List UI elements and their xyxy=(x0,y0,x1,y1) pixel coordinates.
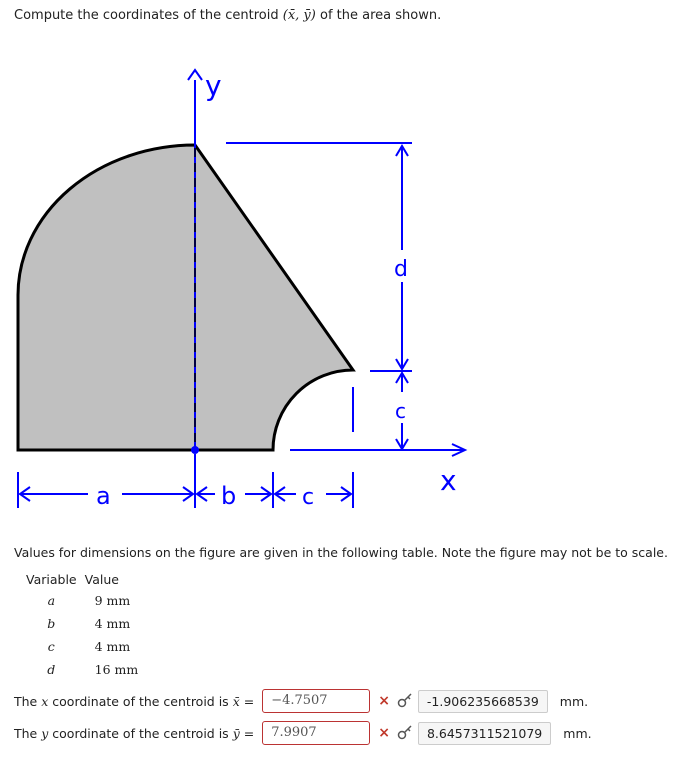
answer-label-symbol: x̄ = xyxy=(232,693,255,709)
prompt-math: (x̄, ȳ) xyxy=(282,8,316,23)
correct-answer-value: 8.6457311521079 xyxy=(418,722,551,745)
answer-label-pre: The xyxy=(14,725,38,741)
table-cell-value: 16 mm xyxy=(94,662,139,677)
table-header-value: Value xyxy=(84,572,119,587)
dimensions-table xyxy=(22,572,142,681)
table-cell-variable: d xyxy=(47,662,56,677)
answer-label-mid: coordinate of the centroid is xyxy=(52,725,229,741)
prompt-text-before: Compute the coordinates of the centroid xyxy=(14,8,279,23)
label-y-axis: y xyxy=(205,69,222,102)
table-row xyxy=(22,635,142,658)
shaded-area xyxy=(18,145,353,450)
label-b: b xyxy=(221,482,237,510)
table-cell-value: 4 mm xyxy=(94,616,131,631)
answer-row-x xyxy=(14,687,588,715)
prompt-text-after: of the area shown. xyxy=(319,8,442,23)
label-c-vertical: c xyxy=(395,399,406,423)
table-cell-variable: a xyxy=(47,593,56,608)
answer-label-symbol: ȳ = xyxy=(232,725,255,741)
table-cell-value: 4 mm xyxy=(94,639,131,654)
unit-label: mm. xyxy=(559,693,589,709)
label-c-horizontal: c xyxy=(302,485,315,510)
table-row xyxy=(22,589,142,612)
answer-row-y xyxy=(14,719,592,747)
label-a: a xyxy=(96,482,111,510)
incorrect-mark-icon: × xyxy=(378,725,390,741)
unit-label: mm. xyxy=(563,725,592,741)
centroid-x-input[interactable]: −4.7507 xyxy=(262,689,370,713)
table-row xyxy=(22,658,142,681)
answer-label-mid: coordinate of the centroid is xyxy=(52,693,229,709)
table-cell-value: 9 mm xyxy=(94,593,131,608)
key-icon[interactable] xyxy=(396,692,414,710)
origin-point xyxy=(191,446,199,454)
answer-label-pre: The xyxy=(14,693,38,709)
y-axis-arrowhead xyxy=(188,70,202,80)
incorrect-mark-icon: × xyxy=(378,693,390,709)
table-cell-variable: c xyxy=(47,639,55,654)
centroid-figure xyxy=(0,50,700,530)
table-row xyxy=(22,612,142,635)
figure-note: Values for dimensions on the figure are given in the following table. Note the figure may not be to scale. xyxy=(14,545,668,560)
correct-answer-value: -1.906235668539 xyxy=(418,690,548,713)
table-cell-variable: b xyxy=(47,616,56,631)
centroid-y-input[interactable]: 7.9907 xyxy=(262,721,370,745)
table-header-row xyxy=(22,572,142,589)
label-x-axis: x xyxy=(440,464,457,497)
question-prompt xyxy=(14,8,441,23)
key-icon[interactable] xyxy=(396,724,414,742)
label-d: d xyxy=(394,257,408,282)
answer-label-var: y xyxy=(41,725,49,741)
table-header-variable: Variable xyxy=(26,572,77,587)
answer-label-var: x xyxy=(41,693,49,709)
